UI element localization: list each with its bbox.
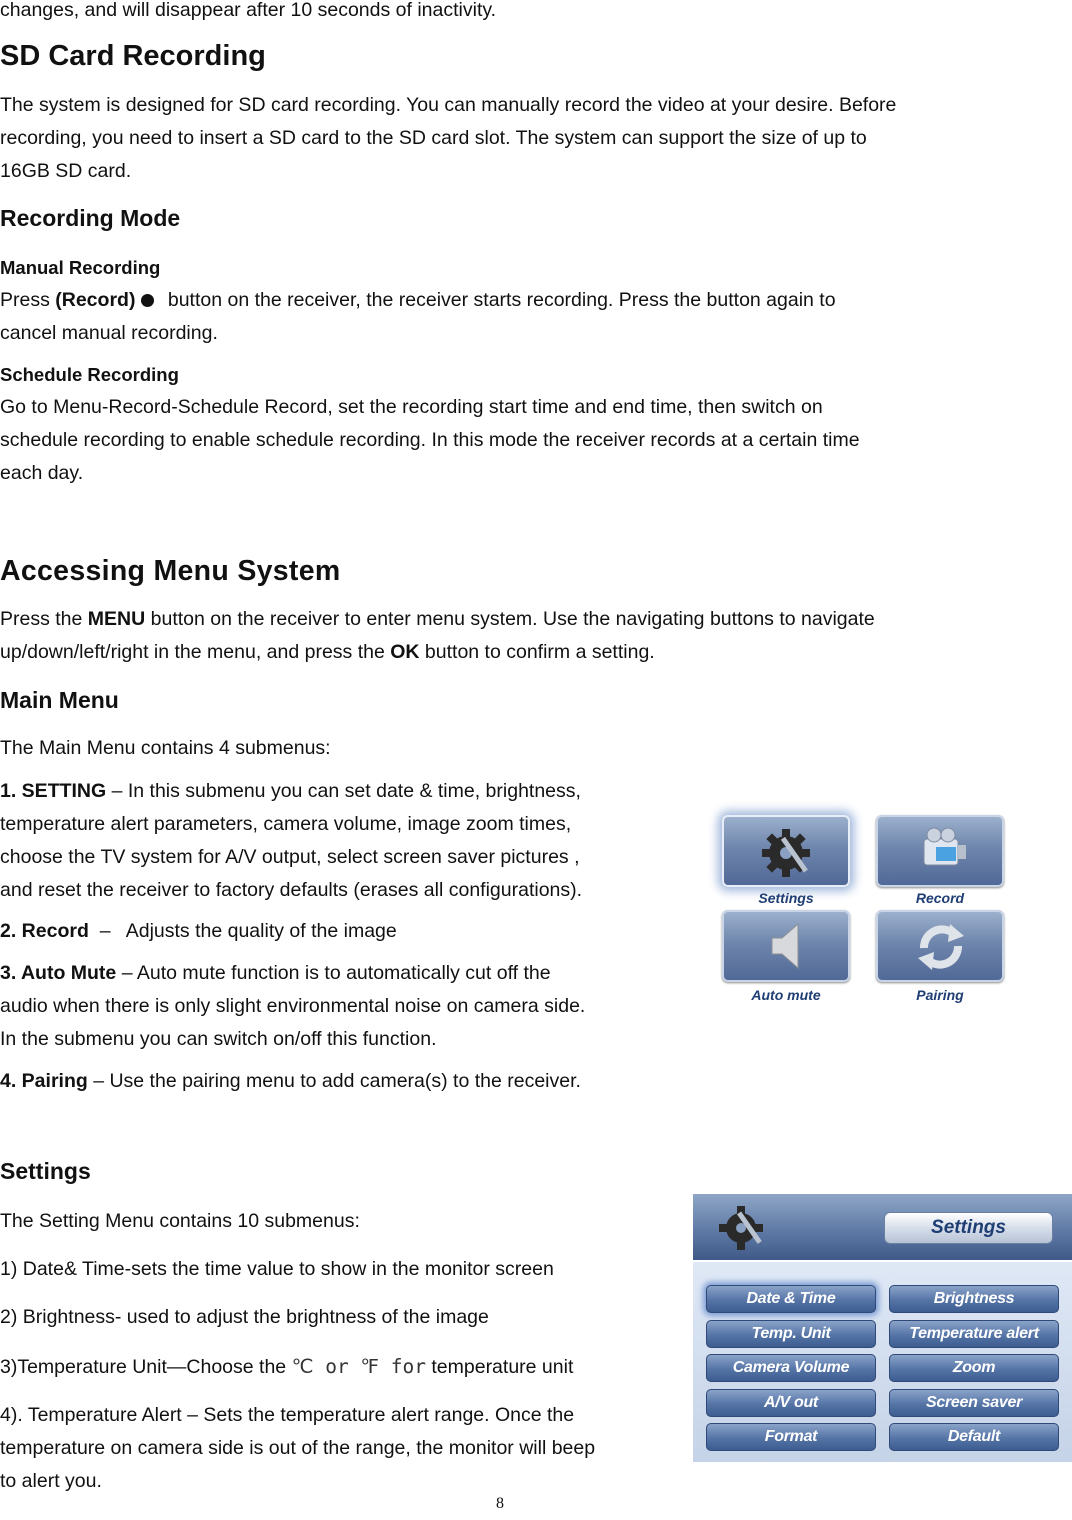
record-desc: 2. Record – Adjusts the quality of the image: [0, 920, 397, 942]
schedule-line-1: Go to Menu-Record-Schedule Record, set the recording start time and end time, then switch on: [0, 396, 823, 418]
record-tile[interactable]: [876, 815, 1004, 887]
default-button[interactable]: Default: [889, 1423, 1059, 1451]
pairing-tile[interactable]: [876, 910, 1004, 982]
temperature-units-symbols: ℃ or ℉ for: [291, 1355, 426, 1378]
settings-item-1: 1) Date& Time-sets the time value to show in the monitor screen: [0, 1258, 554, 1280]
camera-volume-button[interactable]: Camera Volume: [706, 1354, 876, 1382]
pairing-desc: 4. Pairing – Use the pairing menu to add camera(s) to the receiver.: [0, 1070, 581, 1092]
setting-desc-line-1: 1. SETTING – In this submenu you can set date & time, brightness,: [0, 780, 581, 802]
sd-line-1: The system is designed for SD card recording. You can manually record the video at your desire. Before: [0, 94, 897, 116]
menu-system-heading: Accessing Menu System: [0, 555, 341, 587]
schedule-line-2: schedule recording to enable schedule recording. In this mode the receiver records at a certain time: [0, 429, 860, 451]
settings-item-4-line-1: 4). Temperature Alert – Sets the temperature alert range. Once the: [0, 1404, 575, 1426]
setting-desc-line-4: and reset the receiver to factory defaults (erases all configurations).: [0, 879, 583, 901]
manual-recording-line-1: Press (Record) button on the receiver, the receiver starts recording. Press the button again to: [0, 289, 836, 311]
automute-desc-line-2: audio when there is only slight environmental noise on camera side.: [0, 995, 586, 1017]
brightness-button[interactable]: Brightness: [889, 1285, 1059, 1313]
menu-system-line-1: Press the MENU button on the receiver to enter menu system. Use the navigating buttons to navigate: [0, 608, 875, 630]
recording-mode-heading: Recording Mode: [0, 205, 181, 231]
main-menu-intro: The Main Menu contains 4 submenus:: [0, 737, 331, 759]
screen-saver-button[interactable]: Screen saver: [889, 1389, 1059, 1417]
sd-line-2: recording, you need to insert a SD card to the SD card slot. The system can support the size of up to: [0, 127, 867, 149]
settings-panel-title: Settings: [884, 1212, 1053, 1244]
speaker-icon: [722, 910, 850, 982]
schedule-recording-heading: Schedule Recording: [0, 364, 179, 385]
page-number: 8: [496, 1495, 504, 1512]
setting-desc-line-3: choose the TV system for A/V output, select screen saver pictures ,: [0, 846, 580, 868]
settings-item-4-line-3: to alert you.: [0, 1470, 102, 1492]
pairing-tile-label: Pairing: [916, 987, 964, 1003]
settings-tile[interactable]: [722, 815, 850, 887]
settings-item-4-line-2: temperature on camera side is out of the range, the monitor will beep: [0, 1437, 596, 1459]
sync-arrows-icon: [876, 910, 1004, 982]
temperature-alert-button[interactable]: Temperature alert: [889, 1320, 1059, 1348]
gear-wrench-icon: [705, 1194, 785, 1260]
settings-item-3: 3)Temperature Unit—Choose the ℃ or ℉ for temperature unit: [0, 1355, 574, 1378]
av-out-button[interactable]: A/V out: [706, 1389, 876, 1417]
settings-item-2: 2) Brightness- used to adjust the brightness of the image: [0, 1306, 489, 1328]
automute-desc-line-1: 3. Auto Mute – Auto mute function is to automatically cut off the: [0, 962, 551, 984]
manual-recording-heading: Manual Recording: [0, 257, 161, 278]
settings-intro: The Setting Menu contains 10 submenus:: [0, 1210, 360, 1232]
setting-desc-line-2: temperature alert parameters, camera volume, image zoom times,: [0, 813, 572, 835]
record-tile-label: Record: [915, 890, 965, 906]
settings-heading: Settings: [0, 1158, 91, 1184]
manual-recording-line-2: cancel manual recording.: [0, 322, 218, 344]
zoom-button[interactable]: Zoom: [889, 1354, 1059, 1382]
date-time-button[interactable]: Date & Time: [706, 1285, 876, 1313]
automute-desc-line-3: In the submenu you can switch on/off this function.: [0, 1028, 437, 1050]
format-button[interactable]: Format: [706, 1423, 876, 1451]
temp-unit-button[interactable]: Temp. Unit: [706, 1320, 876, 1348]
camcorder-icon: [876, 815, 1004, 887]
gear-wrench-icon: [722, 815, 850, 887]
menu-system-line-2: up/down/left/right in the menu, and press the OK button to confirm a setting.: [0, 641, 655, 663]
schedule-line-3: each day.: [0, 462, 84, 484]
intro-line: changes, and will disappear after 10 seconds of inactivity.: [0, 0, 497, 21]
settings-tile-label: Settings: [758, 890, 814, 906]
sd-card-heading: SD Card Recording: [0, 40, 266, 72]
main-menu-heading: Main Menu: [0, 687, 119, 713]
record-dot-icon: [141, 294, 154, 307]
auto-mute-tile[interactable]: [722, 910, 850, 982]
sd-line-3: 16GB SD card.: [0, 160, 132, 182]
auto-mute-tile-label: Auto mute: [751, 987, 821, 1003]
